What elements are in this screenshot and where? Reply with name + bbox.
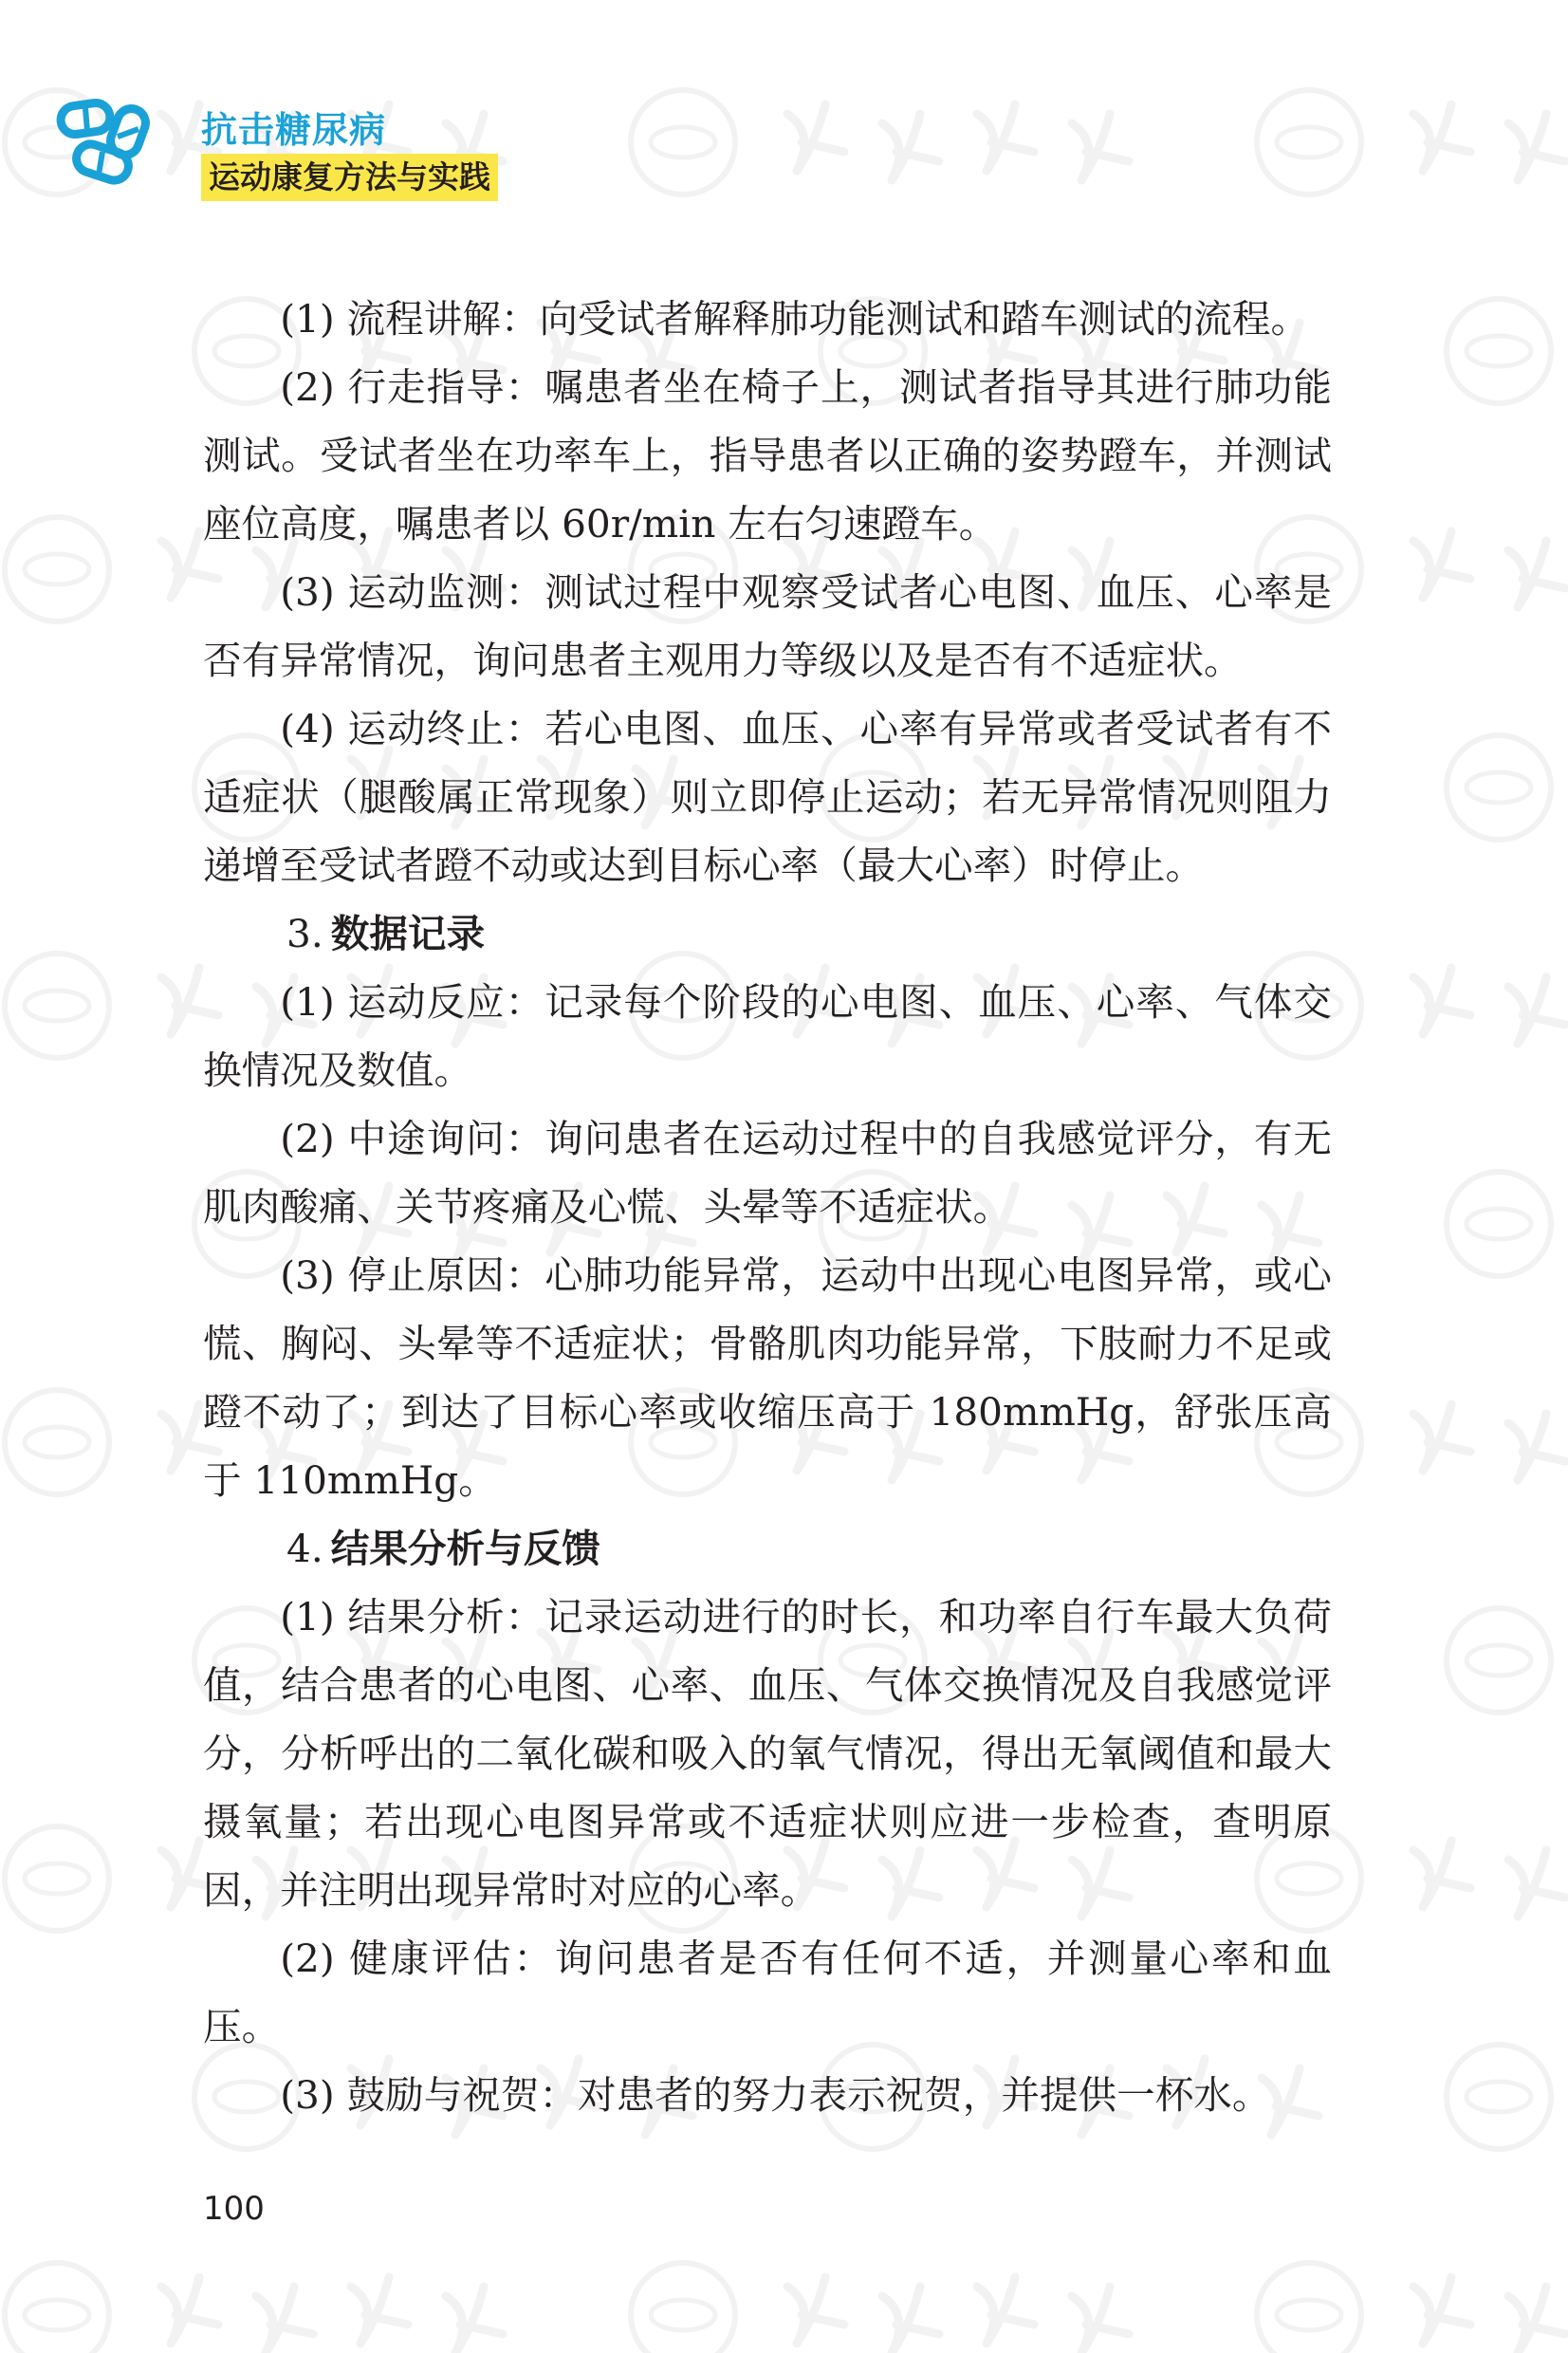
section-heading [203,899,1332,968]
watermark-mark [1447,2045,1568,2149]
book-subtitle: 运动康复方法与实践 [201,154,498,201]
watermark-mark [631,2263,1129,2353]
watermark-mark [1257,90,1568,195]
paragraph: (2) 行走指导：嘱患者坐在椅子上，测试者指导其进行肺功能测试。受试者坐在功率车上，指导患者以正确的姿势蹬车，并测试座位高度，嘱患者以 60r/min 左右匀速蹬车。 [203,364,1332,547]
section-number: 3. [286,911,323,956]
watermark-mark [1447,735,1568,840]
watermark-mark [1257,2263,1568,2353]
capsule-pills-icon [55,91,169,195]
watermark-mark [1447,1608,1568,1713]
section-number: 4. [286,1526,323,1571]
watermark-mark [1447,1172,1568,1276]
paragraph: (3) 停止原因：心肺功能异常，运动中出现心电图异常，或心慌、胸闷、头晕等不适症状；骨骼肌肉功能异常，下肢耐力不足或蹬不动了；到达了目标心率或收缩压高于 180mmHg，舒张压高于 110mmHg。 [203,1252,1332,1503]
section-heading [203,1514,1332,1583]
page-number: 100 [203,2190,265,2228]
watermark-mark [1447,299,1568,403]
section-heading-text: 数据记录 [330,911,486,956]
watermark-mark [631,90,1129,195]
paragraph: (4) 运动终止：若心电图、血压、心率有异常或者受试者有不适症状（腿酸属正常现象）则立即停止运动；若无异常情况则阻力递增至受试者蹬不动或达到目标心率（最大心率）时停止。 [203,706,1332,888]
paragraph: (1) 运动反应：记录每个阶段的心电图、血压、心率、气体交换情况及数值。 [203,979,1332,1093]
book-title: 抗击糖尿病 [201,109,387,151]
paragraph: (1) 流程讲解：向受试者解释肺功能测试和踏车测试的流程。 [280,296,1310,342]
section-heading-text: 结果分析与反馈 [330,1526,600,1571]
paragraph: (3) 鼓励与祝贺：对患者的努力表示祝贺，并提供一杯水。 [280,2072,1271,2118]
body-text [203,285,1332,2129]
paragraph: (2) 中途询问：询问患者在运动过程中的自我感觉评分，有无肌肉酸痛、关节疼痛及心慌、头晕等不适症状。 [203,1116,1332,1230]
paragraph: (3) 运动监测：测试过程中观察受试者心电图、血压、心率是否有异常情况，询问患者主观用力等级以及是否有不适症状。 [203,569,1332,683]
paragraph: (2) 健康评估：询问患者是否有任何不适，并测量心率和血压。 [203,1936,1332,2049]
watermark-mark [5,2263,503,2353]
paragraph: (1) 结果分析：记录运动进行的时长，和功率自行车最大负荷值，结合患者的心电图、心率、血压、气体交换情况及自我感觉评分，分析呼出的二氧化碳和吸入的氧气情况，得出无氧阈值和最大摄氧量；若出现心电图异常或不适症状则应进一步检查，查明原因，并注明出现异常时对应的心率。 [203,1594,1332,1913]
